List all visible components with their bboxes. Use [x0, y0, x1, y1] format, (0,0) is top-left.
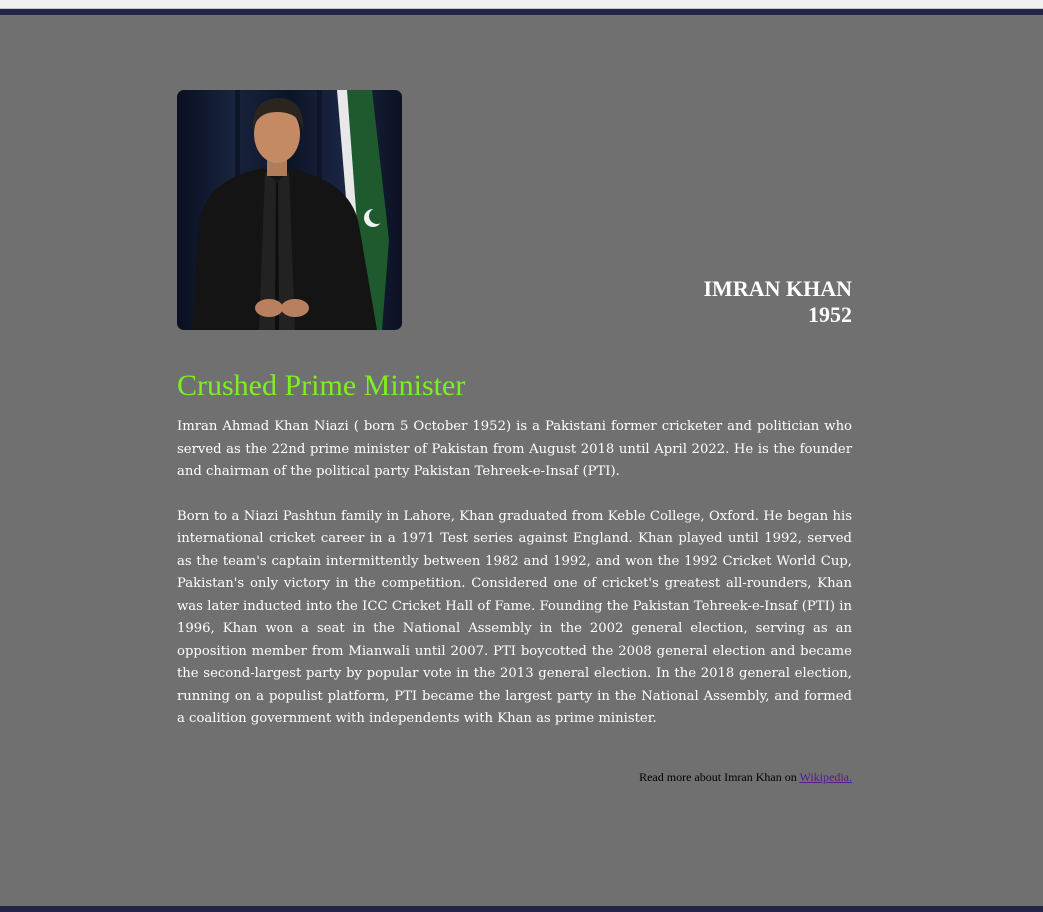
- portrait-photo: [177, 90, 402, 330]
- read-more-text: Read more about Imran Khan on: [639, 769, 800, 784]
- profile-header: [177, 90, 852, 330]
- name-block: [704, 276, 853, 328]
- wikipedia-link[interactable]: Wikipedia.: [799, 769, 852, 784]
- bottom-accent-bar: [0, 906, 1043, 912]
- bio-paragraph-2: Born to a Niazi Pashtun family in Lahore, Khan graduated from Keble College, Oxford. He began his international cricket career in a 1971 Test series against England. Khan played until 1992, served as the team's captain intermittently between 1982 and 1992, and won the 1992 Cricket World Cup, Pakistan's only victory in the competition. Considered one of cricket's greatest all-rounders, Khan was later inducted into the ICC Cricket Hall of Fame. Founding the Pakistan Tehreek-e-Insaf (PTI) in 1996, Khan won a seat in the National Assembly in the 2002 general election, serving as an opposition member from Mianwali until 2007. PTI boycotted the 2008 general election and became the second-largest party by popular vote in the 2013 general election. In the 2018 general election, running on a populist platform, PTI became the largest party in the National Assembly, and formed a coalition government with independents with Khan as prime minister.: [177, 508, 852, 726]
- browser-top-edge: [0, 0, 1043, 9]
- bio-paragraph-1: Imran Ahmad Khan Niazi ( born 5 October 1952) is a Pakistani former cricketer and politician who served as the 22nd prime minister of Pakistan from August 2018 until April 2022. He is the founder and chairman of the political party Pakistan Tehreek-e-Insaf (PTI).: [177, 419, 852, 479]
- person-name: IMRAN KHAN: [703, 276, 852, 301]
- tribute-card: [177, 90, 852, 785]
- birth-year: 1952: [808, 302, 852, 327]
- read-more-footer: [177, 770, 852, 785]
- top-accent-bar: [0, 9, 1043, 15]
- page-headline: Crushed Prime Minister: [177, 369, 466, 402]
